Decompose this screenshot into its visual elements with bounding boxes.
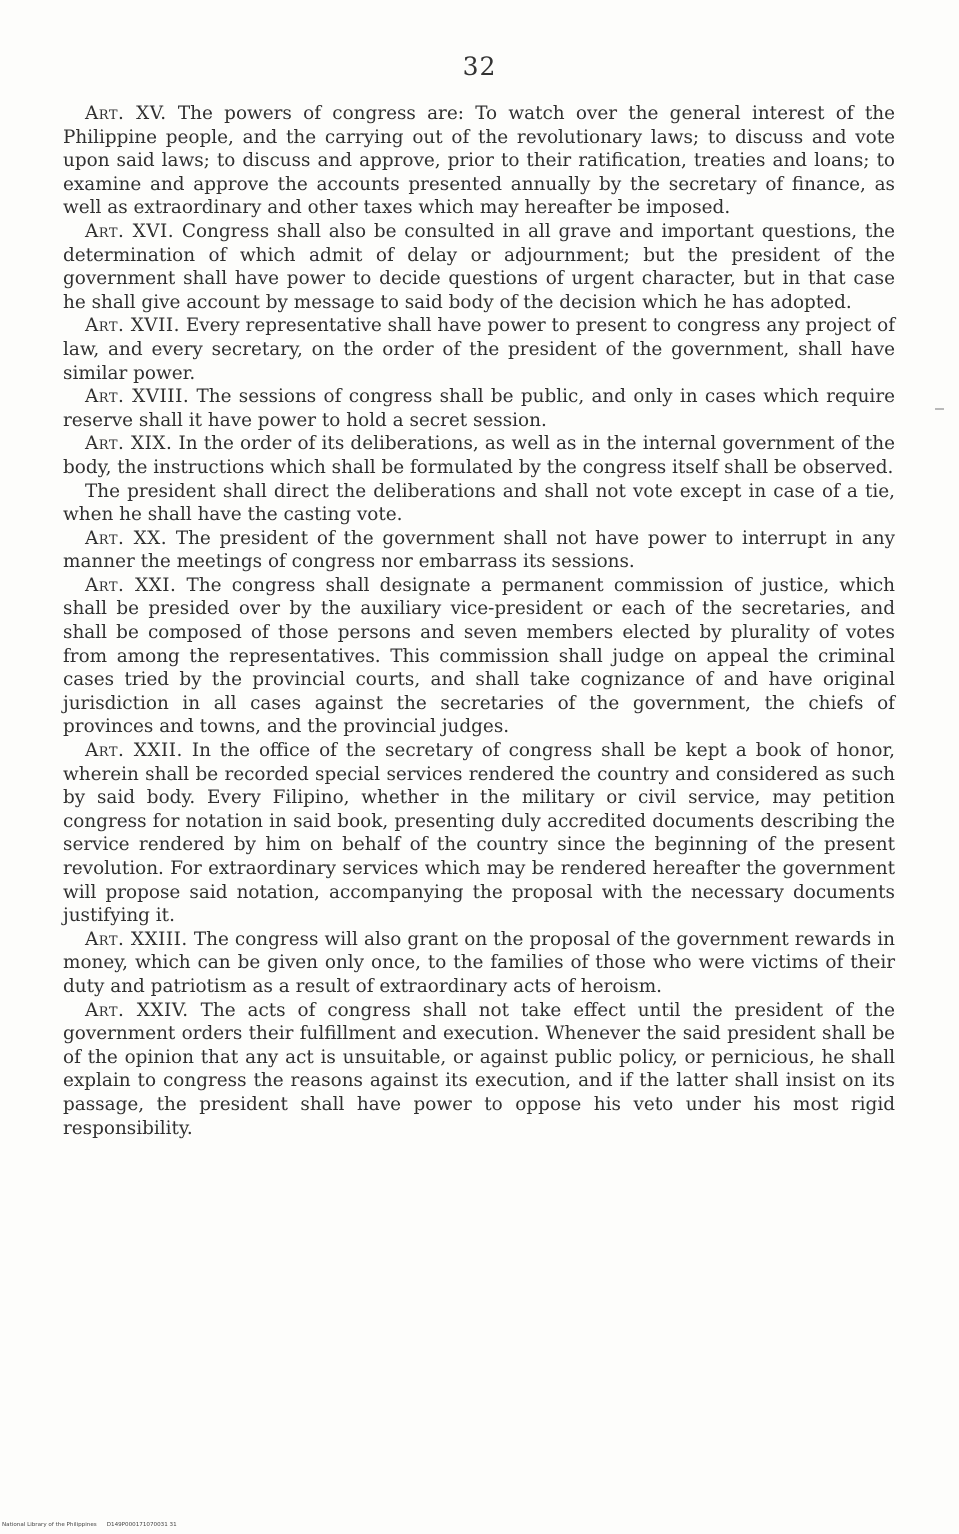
footer-identifier: D149P000171070031 31 (106, 1522, 177, 1528)
article-paragraph (63, 314, 895, 385)
article-paragraph (63, 527, 895, 574)
page-number: 32 (462, 52, 497, 81)
article-label: Art. XV. (85, 103, 167, 124)
article-paragraph (63, 385, 895, 432)
article-text: Every representative shall have power to present to congress any project of law, and every secretary, on the order of the president of the government, shall have similar power. (63, 315, 896, 384)
margin-mark (935, 408, 944, 410)
article-paragraph (63, 102, 895, 220)
article-label: Art. XVIII. (85, 386, 190, 408)
document-body (63, 102, 895, 1140)
article-paragraph (63, 739, 895, 928)
article-text: The president of the government shall not have power to interrupt in any manner the meetings of congress nor embarrass its sessions. (63, 527, 896, 573)
article-label: Art. XIX. (85, 433, 173, 455)
article-text: The congress will also grant on the proposal of the government rewards in money, which can be given only once, to the families of those who were victims of their duty and patriotism as a result of extraordinary acts of heroism. (63, 928, 895, 997)
article-text: The congress shall designate a permanent commission of justice, which shall be presided over by the auxiliary vice-president or each of the secretaries, and shall be composed of those persons and seven members elected by plurality of votes from among the representatives. This commission shall judge on appeal the criminal cases tried by the provincial courts, and shall take cognizance of and have original jurisdiction in all cases against the secretaries of the government, the chiefs of provinces and towns, and the provincial judges. (63, 574, 896, 738)
article-paragraph (63, 432, 895, 479)
article-text: Congress shall also be consulted in all grave and important questions, the determination of which admit of delay or adjournment; but the president of the government shall have power to decide questions of urgent character, but in that case he shall give account by message to said body of the decision which he has adopted. (63, 220, 895, 313)
article-text: The president shall direct the deliberations and shall not vote except in case of a tie, when he shall have the casting vote. (63, 480, 895, 526)
article-label: Art. XXII. (85, 740, 183, 762)
footer-library: National Library of the Philippines (2, 1522, 97, 1528)
article-label: Art. XX. (85, 527, 168, 549)
article-paragraph (63, 928, 895, 999)
scan-footer (2, 1522, 187, 1528)
continuation-paragraph (63, 480, 895, 527)
article-text: The powers of congress are: To watch over the general interest of the Philippine people, and the carrying out of the revolutionary laws; to discuss and vote upon said laws; to discuss and approve, prior to their ratification, treaties and loans; to examine and approve the accounts presented annually by the secretary of finance, as well as extraordinary and other taxes which may hereafter be imposed. (63, 103, 895, 219)
article-paragraph (63, 220, 895, 314)
article-paragraph (63, 999, 895, 1141)
article-text: The acts of congress shall not take effect until the president of the government orders their fulfillment and execution. Whenever the said president shall be of the opinion that any act is unsuitable, or against public policy, or pernicious, he shall explain to congress the reasons against its execution, and if the latter shall insist on its passage, the president shall have power to oppose his veto under his most rigid responsibility. (63, 999, 895, 1139)
article-text: The sessions of congress shall be public, and only in cases which require reserve shall it have power to hold a secret session. (63, 386, 895, 431)
article-label: Art. XXIII. (85, 928, 188, 950)
article-label: Art. XVII. (85, 315, 180, 337)
article-label: Art. XXI. (85, 574, 177, 596)
article-label: Art. XVI. (85, 220, 175, 242)
article-text: In the order of its deliberations, as well as in the internal government of the body, the instructions which shall be formulated by the congress itself shall be observed. (63, 433, 896, 478)
article-label: Art. XXIV. (85, 999, 189, 1021)
article-text: In the office of the secretary of congress shall be kept a book of honor, wherein shall be recorded special services rendered the country and considered as such by said body. Every Filipino, whether in the military or civil service, may petition congress for notation in said book, presenting duly accredited documents describing the service rendered by him on behalf of the country since the beginning of the present revolution. For extraordinary services which may be rendered hereafter the government will propose said notation, accompanying the proposal with the necessary documents justifying it. (63, 740, 896, 927)
article-paragraph (63, 574, 895, 739)
